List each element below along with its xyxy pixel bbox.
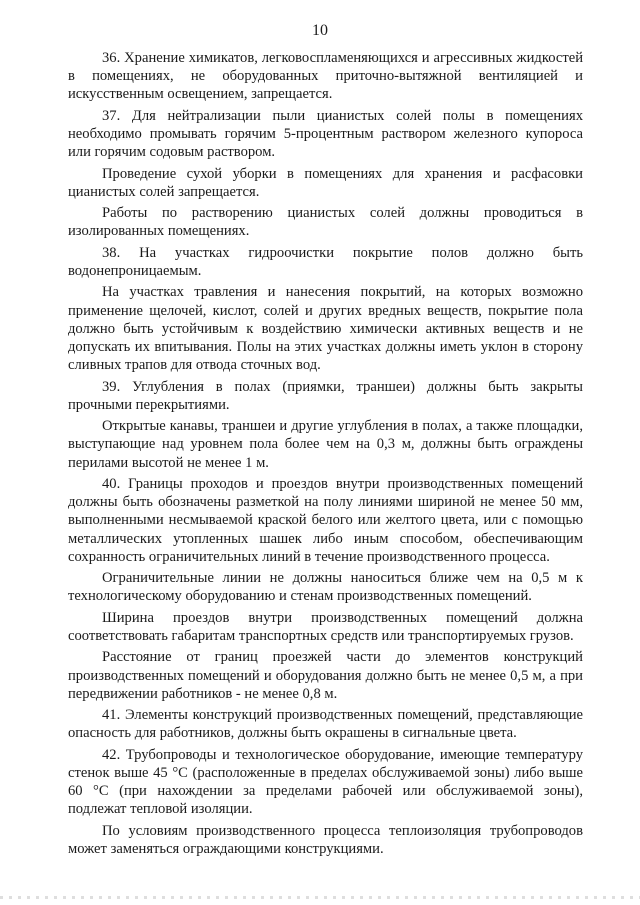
paragraph-39: 39. Углубления в полах (приямки, траншеи) должны быть закрыты прочными перекрытиями. <box>68 378 583 413</box>
paragraph-dry-cleaning: Проведение сухой уборки в помещениях для хранения и расфасовки цианистых солей запрещается. <box>68 165 583 200</box>
paragraph-40: 40. Границы проходов и проездов внутри производственных помещений должны быть обозначены разметкой на полу линиями шириной не менее 50 мм, выполненными несмываемой краской белого или желтого цвета, или с помощью металлических утопленных шашек либо иным способом, обеспечивающим сохранность ограничительных линий в течение производственного процесса. <box>68 475 583 565</box>
document-body <box>68 49 583 861</box>
paragraph-boundary-lines: Ограничительные линии не должны наноситься ближе чем на 0,5 м к технологическому оборудованию и стенам производственных помещений. <box>68 570 583 605</box>
paragraph-etching-floors: На участках травления и нанесения покрытий, на которых возможно применение щелочей, кислот, солей и других вредных веществ, покрытие пола должно быть устойчивым к воздействию химически активных веществ и не допускать их впитывания. Полы на этих участках должны иметь уклон в сторону сливных трапов для отвода сточных вод. <box>68 284 583 374</box>
scan-edge-artifact <box>0 896 640 899</box>
paragraph-open-trenches: Открытые канавы, траншеи и другие углубления в полах, а также площадки, выступающие над уровнем пола более чем на 0,3 м, должны быть ограждены перилами высотой не менее 1 м. <box>68 418 583 471</box>
paragraph-insulation: По условиям производственного процесса теплоизоляция трубопроводов может заменяться ограждающими конструкциями. <box>68 822 583 857</box>
paragraph-distance: Расстояние от границ проезжей части до элементов конструкций производственных помещений и оборудования должно быть не менее 0,5 м, а при передвижении работников - не менее 0,8 м. <box>68 649 583 702</box>
page-number: 10 <box>312 22 328 39</box>
paragraph-driveway-width: Ширина проездов внутри производственных помещений должна соответствовать габаритам транспортных средств или транспортируемых грузов. <box>68 609 583 644</box>
paragraph-41: 41. Элементы конструкций производственных помещений, представляющие опасность для работников, должны быть окрашены в сигнальные цвета. <box>68 707 583 742</box>
paragraph-38: 38. На участках гидроочистки покрытие полов должно быть водонепроницаемым. <box>68 244 583 279</box>
paragraph-36: 36. Хранение химикатов, легковоспламеняющихся и агрессивных жидкостей в помещениях, не оборудованных приточно-вытяжной вентиляцией и искусственным освещением, запрещается. <box>68 50 583 103</box>
paragraph-37: 37. Для нейтрализации пыли цианистых солей полы в помещениях необходимо промывать горячим 5-процентным раствором железного купороса или горячим содовым раствором. <box>68 107 583 161</box>
paragraph-dissolving: Работы по растворению цианистых солей должны проводиться в изолированных помещениях. <box>68 205 583 240</box>
paragraph-42: 42. Трубопроводы и технологическое оборудование, имеющие температуру стенок выше 45 °С (расположенные в пределах обслуживаемой зоны) либо выше 60 °С (при нахождении за пределами рабочей или обслуживаемой зоны), подлежат тепловой изоляции. <box>68 746 583 818</box>
